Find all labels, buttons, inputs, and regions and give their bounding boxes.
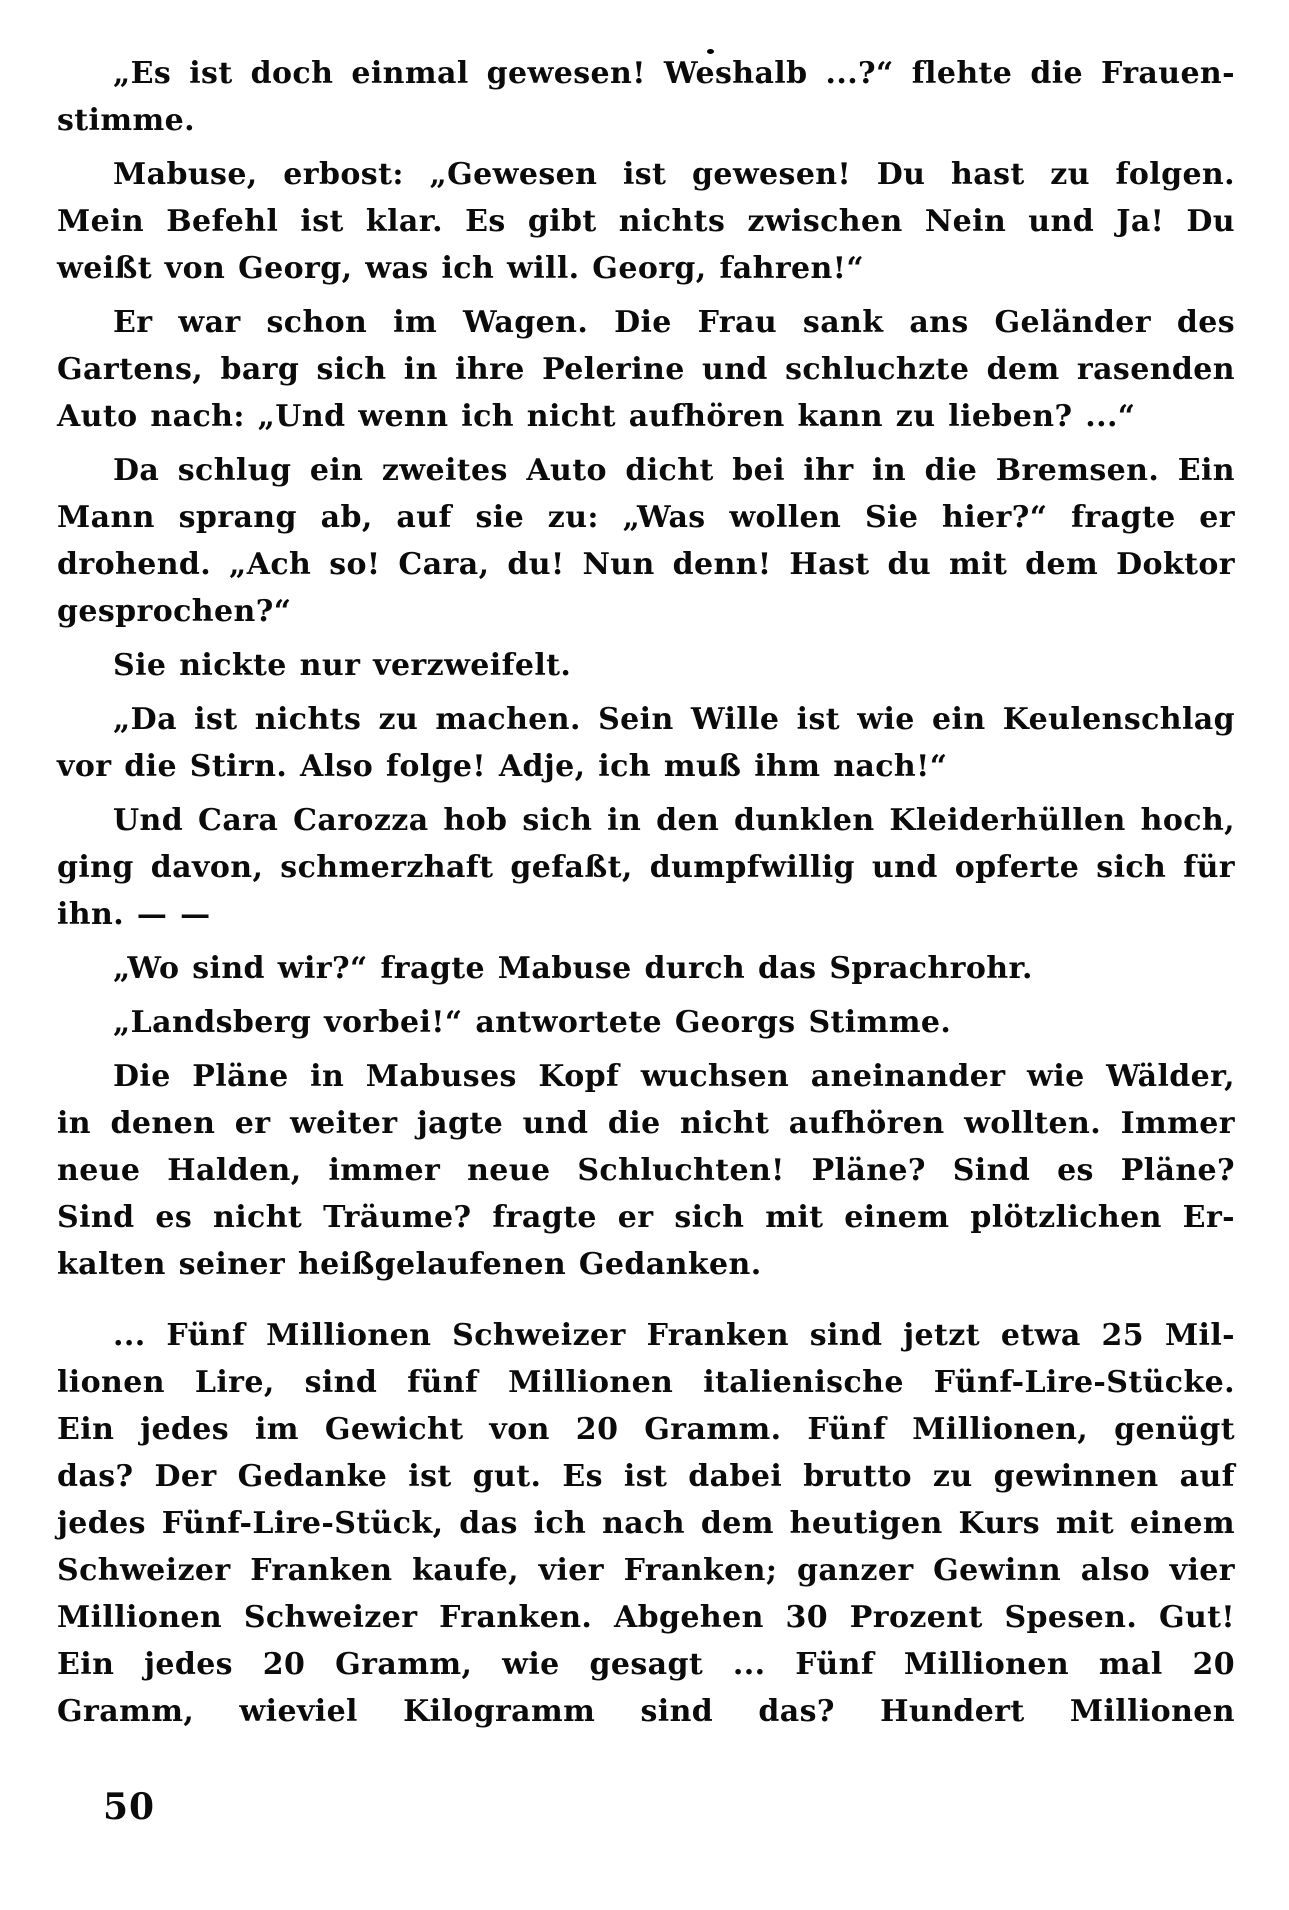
text-line: Die Pläne in Mabuses Kopf wuchsen aneinander wie Wälder, (113, 1059, 1235, 1094)
text-line: Mein Befehl ist klar. Es gibt nichts zwischen Nein und Ja! Du (57, 204, 1235, 239)
text-block (57, 50, 1235, 1742)
text-line: Auto nach: „Und wenn ich nicht aufhören kann zu lieben? ...“ (57, 399, 1136, 434)
text-line: „Landsberg vorbei!“ antwortete Georgs Stimme. (113, 1005, 952, 1040)
text-line: ihn. — — (57, 897, 211, 932)
text-line: Schweizer Franken kaufe, vier Franken; ganzer Gewinn also vier (57, 1553, 1235, 1588)
text-line: „Da ist nichts zu machen. Sein Wille ist wie ein Keulenschlag (113, 702, 1235, 737)
paragraph (57, 945, 1235, 992)
text-line: Ein jedes im Gewicht von 20 Gramm. Fünf Millionen, genügt (57, 1412, 1235, 1447)
text-line: Ein jedes 20 Gramm, wie gesagt ... Fünf Millionen mal 20 (57, 1647, 1235, 1682)
text-line: neue Halden, immer neue Schluchten! Pläne? Sind es Pläne? (57, 1153, 1235, 1188)
paragraph (57, 642, 1235, 689)
text-line: „Es ist doch einmal gewesen! Weshalb ...?“ flehte die Frauen- (113, 56, 1235, 91)
text-line: Und Cara Carozza hob sich in den dunklen Kleiderhüllen hoch, (113, 803, 1235, 838)
text-line: jedes Fünf-Lire-Stück, das ich nach dem heutigen Kurs mit einem (57, 1506, 1235, 1541)
text-line: ging davon, schmerzhaft gefaßt, dumpfwillig und opferte sich für (57, 850, 1235, 885)
paragraph (57, 1053, 1235, 1288)
paragraph (57, 299, 1235, 440)
text-line: Sie nickte nur verzweifelt. (113, 648, 572, 683)
paragraph (57, 50, 1235, 144)
text-line: weißt von Georg, was ich will. Georg, fahren!“ (57, 251, 864, 286)
text-line: Millionen Schweizer Franken. Abgehen 30 Prozent Spesen. Gut! (57, 1600, 1235, 1635)
text-line: vor die Stirn. Also folge! Adje, ich muß ihm nach!“ (57, 749, 948, 784)
text-line: Mann sprang ab, auf sie zu: „Was wollen Sie hier?“ fragte er (57, 500, 1235, 535)
text-line: Mabuse, erbost: „Gewesen ist gewesen! Du hast zu folgen. (113, 157, 1235, 192)
text-line: „Wo sind wir?“ fragte Mabuse durch das Sprachrohr. (113, 951, 1033, 986)
paragraph (57, 447, 1235, 635)
text-line: lionen Lire, sind fünf Millionen italienische Fünf-Lire-Stücke. (57, 1365, 1235, 1400)
paragraph (57, 151, 1235, 292)
text-line: in denen er weiter jagte und die nicht aufhören wollten. Immer (57, 1106, 1235, 1141)
paragraph (57, 999, 1235, 1046)
text-line: Gartens, barg sich in ihre Pelerine und schluchzte dem rasenden (57, 352, 1235, 387)
text-line: das? Der Gedanke ist gut. Es ist dabei brutto zu gewinnen auf (57, 1459, 1235, 1494)
paragraph (57, 696, 1235, 790)
paragraph (57, 797, 1235, 938)
text-line: drohend. „Ach so! Cara, du! Nun denn! Hast du mit dem Doktor (57, 547, 1235, 582)
paragraph (57, 1312, 1235, 1735)
text-line: kalten seiner heißgelaufenen Gedanken. (57, 1247, 762, 1282)
text-line: Er war schon im Wagen. Die Frau sank ans Geländer des (113, 305, 1235, 340)
text-line: Sind es nicht Träume? fragte er sich mit einem plötzlichen Er- (57, 1200, 1235, 1235)
text-line: stimme. (57, 103, 195, 138)
text-line: Gramm, wieviel Kilogramm sind das? Hundert Millionen (57, 1694, 1235, 1729)
text-line: gesprochen?“ (57, 594, 292, 629)
text-line: Da schlug ein zweites Auto dicht bei ihr in die Bremsen. Ein (113, 453, 1235, 488)
text-line: ... Fünf Millionen Schweizer Franken sind jetzt etwa 25 Mil- (113, 1318, 1235, 1353)
page-number: 50 (103, 1786, 156, 1828)
